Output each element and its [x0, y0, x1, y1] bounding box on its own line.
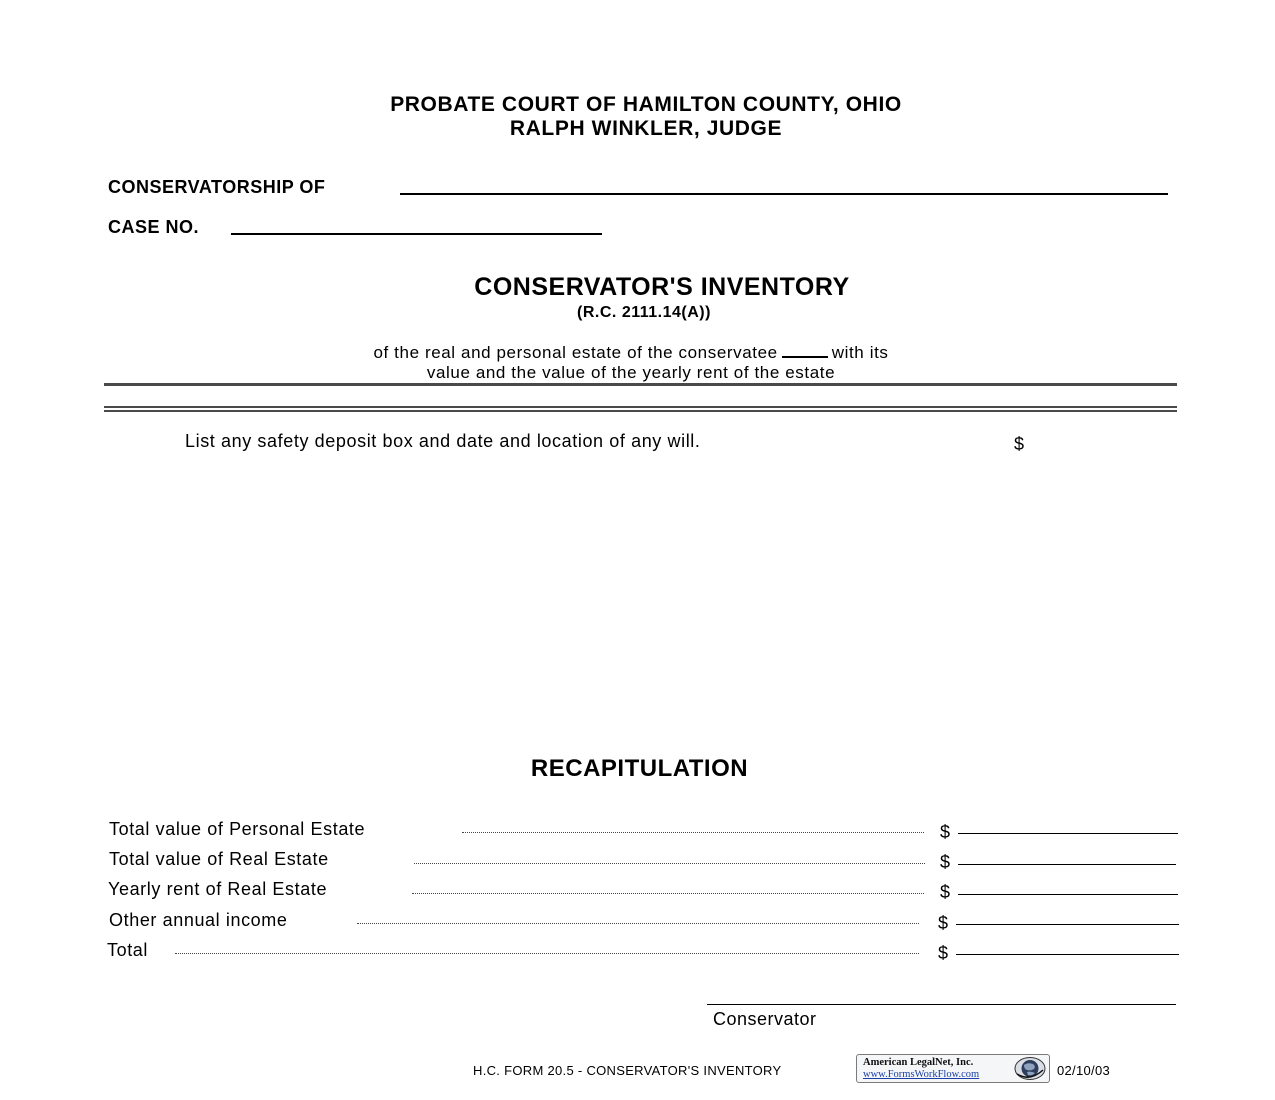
- recap-label-yearly-rent: Yearly rent of Real Estate: [108, 879, 328, 899]
- form-date: 02/10/03: [1057, 1063, 1111, 1078]
- dot-leader: [175, 953, 919, 954]
- recap-currency: $: [938, 943, 949, 963]
- court-name: PROBATE COURT OF HAMILTON COUNTY, OHIO: [390, 93, 902, 116]
- description-part1: of the real and personal estate of the conservatee: [373, 343, 778, 362]
- conservatorship-field[interactable]: [400, 193, 1168, 195]
- conservatorship-label: CONSERVATORSHIP OF: [108, 177, 326, 197]
- form-id: H.C. FORM 20.5 - CONSERVATOR'S INVENTORY: [473, 1063, 782, 1078]
- recap-currency: $: [940, 822, 951, 842]
- signature-line[interactable]: [707, 1004, 1176, 1005]
- form-title: CONSERVATOR'S INVENTORY: [474, 273, 850, 301]
- recap-label-personal: Total value of Personal Estate: [109, 819, 366, 839]
- dot-leader: [412, 893, 924, 894]
- amount-field-personal[interactable]: [958, 833, 1178, 834]
- divider-top: [104, 383, 1177, 386]
- recap-label-other-income: Other annual income: [109, 910, 288, 930]
- amount-field-other-income[interactable]: [956, 924, 1179, 925]
- case-no-label: CASE NO.: [108, 217, 200, 237]
- amount-field-total[interactable]: [956, 954, 1179, 955]
- dot-leader: [357, 923, 919, 924]
- form-description-line2: value and the value of the yearly rent of the estate: [426, 363, 836, 382]
- vendor-logo[interactable]: [856, 1054, 1050, 1083]
- amount-field-real[interactable]: [958, 864, 1176, 865]
- recap-label-total: Total: [107, 940, 149, 960]
- recap-currency: $: [940, 882, 951, 902]
- inventory-currency: $: [1014, 434, 1025, 454]
- logo-url[interactable]: www.FormsWorkFlow.com: [863, 1069, 980, 1080]
- recap-label-real: Total value of Real Estate: [109, 849, 329, 869]
- recap-title: RECAPITULATION: [530, 755, 749, 782]
- signature-label: Conservator: [713, 1009, 817, 1029]
- description-part2: with its: [831, 343, 889, 362]
- recap-currency: $: [938, 913, 949, 933]
- dot-leader: [414, 863, 925, 864]
- amount-field-yearly-rent[interactable]: [958, 894, 1178, 895]
- divider-bottom-a: [104, 406, 1177, 408]
- inventory-entry-area[interactable]: [104, 460, 1177, 730]
- conservatee-blank[interactable]: [782, 355, 828, 358]
- form-description-line1: [0, 343, 1262, 363]
- dot-leader: [462, 832, 924, 833]
- case-no-field[interactable]: [231, 233, 602, 235]
- globe-icon: [1013, 1056, 1047, 1081]
- form-citation: (R.C. 2111.14(A)): [577, 304, 711, 321]
- recap-currency: $: [940, 852, 951, 872]
- divider-bottom-b: [104, 410, 1177, 412]
- logo-name: American LegalNet, Inc.: [863, 1057, 974, 1068]
- inventory-instruction: List any safety deposit box and date and location of any will.: [185, 431, 701, 451]
- judge-name: RALPH WINKLER, JUDGE: [509, 117, 783, 140]
